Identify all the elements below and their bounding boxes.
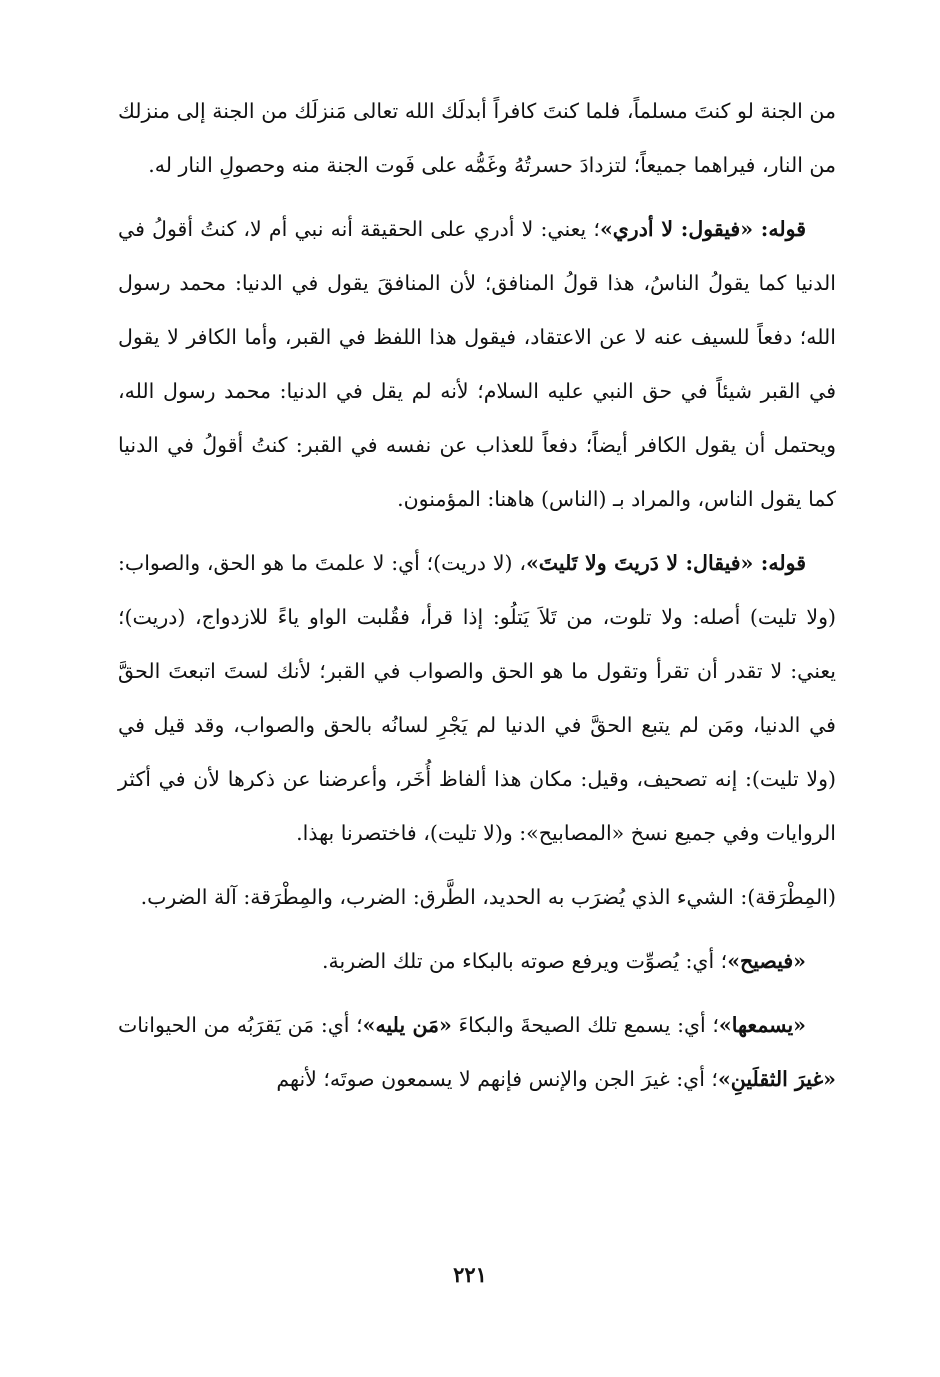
quote-heading: «فيصيح» xyxy=(727,949,806,973)
paragraph-5-text: ؛ أي: يُصوِّت ويرفع صوته بالبكاء من تلك الضربة. xyxy=(322,949,728,973)
paragraph-1-text: من الجنة لو كنتَ مسلماً، فلما كنتَ كافراً أبدلَك الله تعالى مَنزلَك من الجنة إلى منزلك من النار، فيراهما جميعاً؛ لتزدادَ حسرتُهُ وغَمُّه على فَوت الجنة منه وحصولِ النار له. xyxy=(118,99,836,177)
paragraph-6-text: ؛ أي: مَن يَقرَبُه من الحيوانات xyxy=(118,1013,363,1037)
paragraph-2-text: ؛ يعني: لا أدري على الحقيقة أنه نبي أم لا، كنتُ أقولُ في الدنيا كما يقولُ الناسُ، هذا قولُ المنافق؛ لأن المنافقَ يقول في الدنيا: محمد رسول الله؛ دفعاً للسيف عنه لا عن الاعتقاد، فيقول هذا اللفظ في القبر، وأما الكافر لا يقول في القبر شيئاً في حق النبي عليه السلام؛ لأنه لم يقل في الدنيا: محمد رسول الله، ويحتمل أن يقول الكافر أيضاً؛ دفعاً للعذاب عن نفسه في القبر: كنتُ أقولُ في الدنيا كما يقول الناس، والمراد بـ (الناس) هاهنا: المؤمنون. xyxy=(118,217,836,511)
paragraph-4-text: (المِطْرَقة): الشيء الذي يُضرَب به الحديد، الطَّرق: الضرب، والمِطْرَقة: آلة الضرب. xyxy=(140,885,836,909)
paragraph-6-text: ؛ أي: غيرَ الجن والإنس فإنهم لا يسمعون صوتَه؛ لأنهم xyxy=(276,1067,718,1091)
quote-heading: «مَن يليه» xyxy=(362,1013,452,1037)
paragraph-3 xyxy=(118,536,836,860)
paragraph-1 xyxy=(118,84,836,192)
quote-heading: «يسمعها» xyxy=(718,1013,806,1037)
paragraph-5 xyxy=(118,934,836,988)
page-body xyxy=(118,84,836,1324)
paragraph-3-text: ، (لا دريت)؛ أي: لا علمتَ ما هو الحق، والصواب: (ولا تليت) أصله: ولا تلوت، من تَلاَ يَتلُو: إذا قرأ، فقُلبت الواو ياءً للازدواج، (دريت)؛ يعني: لا تقدر أن تقرأ وتقول ما هو الحق والصواب في القبر؛ لأنك لستَ اتبعتَ الحقَّ في الدنيا، ومَن لم يتبع الحقَّ في الدنيا لم يَجْرِ لسانُه بالحق والصواب، وقد قيل في (ولا تليت): إنه تصحيف، وقيل: مكان هذا ألفاظ أُخَر، وأعرضنا عن ذكرها لأن في أكثر الروايات وفي جميع نسخ «المصابيح»: و(لا تليت)، فاختصرنا بهذا. xyxy=(118,551,836,845)
paragraph-4 xyxy=(118,870,836,924)
quote-heading: قوله: «فيقول: لا أدري» xyxy=(599,217,806,241)
paragraph-6-text: ؛ أي: يسمع تلك الصيحةَ والبكاءَ xyxy=(451,1013,719,1037)
paragraph-6 xyxy=(118,998,836,1106)
page-number: ٢٢١ xyxy=(453,1262,487,1287)
quote-heading: قوله: «فيقال: لا دَريتَ ولا تَليتَ» xyxy=(525,551,806,575)
quote-heading: «غيرَ الثقلَينِ» xyxy=(717,1067,836,1091)
paragraph-2 xyxy=(118,202,836,526)
